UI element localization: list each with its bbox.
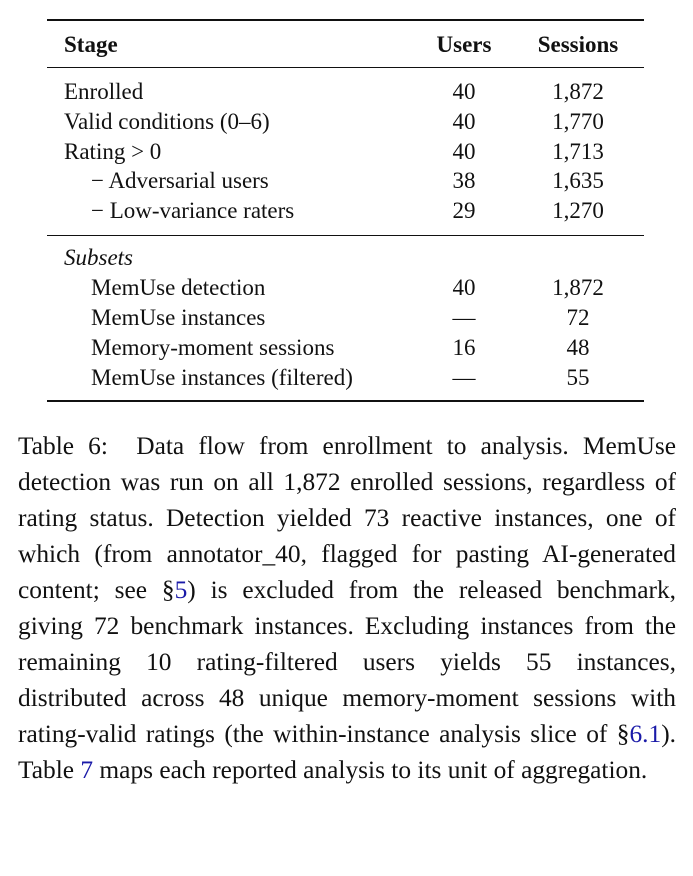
row-users-text: 38 xyxy=(452,168,476,193)
row-users-text: 40 xyxy=(452,139,476,164)
header-users-text: Users xyxy=(436,32,492,57)
subset-users-text: — xyxy=(452,365,476,390)
row-stage: Rating > 0 xyxy=(64,139,162,164)
header-stage: Stage xyxy=(64,32,118,57)
subsets-rule xyxy=(47,235,644,236)
subset-users-text: 40 xyxy=(452,275,476,300)
row-stage: − Adversarial users xyxy=(91,168,269,193)
section-ref-link[interactable]: 6.1 xyxy=(629,720,662,748)
row-sessions-text: 1,872 xyxy=(552,79,604,104)
subsets-label: Subsets xyxy=(64,245,133,270)
subset-stage: Memory-moment sessions xyxy=(91,335,335,360)
table-bottom-rule xyxy=(47,400,644,402)
header-rule xyxy=(47,67,644,68)
caption-text-part2: ) is excluded from the released benchmark, giving 72 benchmark instances. Excluding instances from the remaining 10 rating-filtered users yields 55 instances, distributed across 48 unique memory-moment sessions with rating-valid ratings (the within-instance analysis slice of § xyxy=(18,576,676,748)
row-users-text: 40 xyxy=(452,79,476,104)
caption-label: Table 6: xyxy=(18,432,108,460)
table-caption xyxy=(18,428,676,788)
row-sessions-text: 1,270 xyxy=(552,198,604,223)
header-sessions-text: Sessions xyxy=(537,32,619,57)
row-sessions-text: 1,770 xyxy=(552,109,604,134)
subset-sessions-text: 72 xyxy=(566,305,590,330)
row-stage: − Low-variance raters xyxy=(91,198,295,223)
subset-stage: MemUse instances (filtered) xyxy=(91,365,353,390)
row-sessions-text: 1,713 xyxy=(552,139,604,164)
subset-sessions-text: 55 xyxy=(566,365,590,390)
caption-text-part1: Data flow from enrollment to analysis. MemUse detection was run on all 1,872 enrolled sessions, regardless of rating status. Detection yielded 73 reactive instances, one of which (from annotator_40, flagged for pasting AI-generated content; see § xyxy=(18,432,677,604)
subset-sessions-text: 48 xyxy=(566,335,590,360)
caption-text-part3: ). Table xyxy=(18,720,676,784)
table-top-rule xyxy=(47,19,644,21)
row-stage: Enrolled xyxy=(64,79,144,104)
subset-users-text: 16 xyxy=(452,335,476,360)
row-sessions-text: 1,635 xyxy=(552,168,604,193)
section-ref-link[interactable]: 5 xyxy=(174,576,188,604)
caption-text-part4: maps each reported analysis to its unit of aggregation. xyxy=(93,756,648,784)
row-stage: Valid conditions (0–6) xyxy=(64,109,270,134)
table-ref-link[interactable]: 7 xyxy=(80,756,94,784)
subset-users-text: — xyxy=(452,305,476,330)
row-users-text: 40 xyxy=(452,109,476,134)
data-flow-table xyxy=(47,0,644,410)
subset-sessions-text: 1,872 xyxy=(552,275,604,300)
subset-stage: MemUse detection xyxy=(91,275,266,300)
subset-stage: MemUse instances xyxy=(91,305,266,330)
row-users-text: 29 xyxy=(452,198,476,223)
